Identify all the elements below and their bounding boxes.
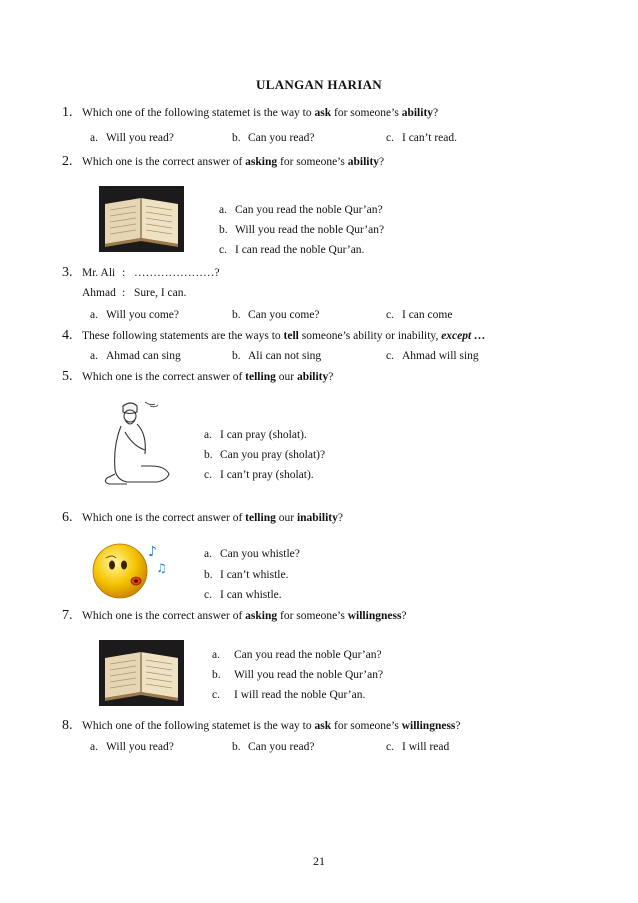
whistling-face-icon [88,538,172,600]
q4-option-a[interactable]: a. Ahmad can sing [90,350,181,362]
page-number: 21 [313,854,325,868]
q5-option-b[interactable]: b. Can you pray (sholat)? [204,449,326,461]
q4-option-b[interactable]: b. Ali can not sing [232,350,322,362]
q1-option-b[interactable]: b. Can you read? [232,132,315,144]
q6-option-a[interactable]: a. Can you whistle? [204,548,300,560]
svg-text:♫: ♫ [156,561,167,575]
question-8: 8. Which one of the following statemet is the way to ask for someone’s willingness? [62,718,461,733]
q1-option-c[interactable]: c. I can’t read. [386,132,458,144]
q2-option-a[interactable]: a. Can you read the noble Qur’an? [219,204,383,216]
question-6: 6. Which one is the correct answer of telling our inability? [62,510,343,525]
q6-option-b[interactable]: b. I can’t whistle. [204,569,289,581]
q2-option-c[interactable]: c. I can read the noble Qur’an. [219,244,365,256]
question-7: 7. Which one is the correct answer of asking for someone’s willingness? [62,608,407,623]
open-book-icon [99,186,184,252]
quran-book-image [99,186,184,252]
q8-option-c[interactable]: c. I will read [386,741,450,753]
svg-text:♪: ♪ [148,544,157,560]
question-2: 2. Which one is the correct answer of asking for someone’s ability? [62,154,385,169]
q7-option-a[interactable]: a. Can you read the noble Qur’an? [212,649,382,661]
q8-option-a[interactable]: a. Will you read? [90,741,174,753]
q1-option-a[interactable]: a. Will you read? [90,132,174,144]
open-book-icon [99,640,184,706]
q8-option-b[interactable]: b. Can you read? [232,741,315,753]
question-4: 4. These following statements are the ways to tell someone’s ability or inability, except … [62,328,486,343]
q5-option-c[interactable]: c. I can’t pray (sholat). [204,469,314,481]
quran-book-image-2 [99,640,184,706]
praying-man-image [95,396,175,488]
whistling-emoji-image [88,538,172,600]
q2-option-b[interactable]: b. Will you read the noble Qur’an? [219,224,385,236]
q4-option-c[interactable]: c. Ahmad will sing [386,350,479,362]
q3-option-b[interactable]: b. Can you come? [232,309,320,321]
praying-person-icon [95,396,175,488]
question-1: 1. Which one of the following statemet is the way to ask for someone’s ability? [62,105,439,120]
q7-option-c[interactable]: c. I will read the noble Qur’an. [212,689,366,701]
question-5: 5. Which one is the correct answer of telling our ability? [62,369,334,384]
question-3-dialog-2: Ahmad : Sure, I can. [82,287,187,299]
question-3: 3. Mr. Ali : …………………? [62,265,220,280]
q5-option-a[interactable]: a. I can pray (sholat). [204,429,307,441]
page-title: ULANGAN HARIAN [256,77,382,92]
q3-option-a[interactable]: a. Will you come? [90,309,179,321]
q3-option-c[interactable]: c. I can come [386,309,453,321]
q6-option-c[interactable]: c. I can whistle. [204,589,282,601]
q7-option-b[interactable]: b. Will you read the noble Qur’an? [212,669,384,681]
